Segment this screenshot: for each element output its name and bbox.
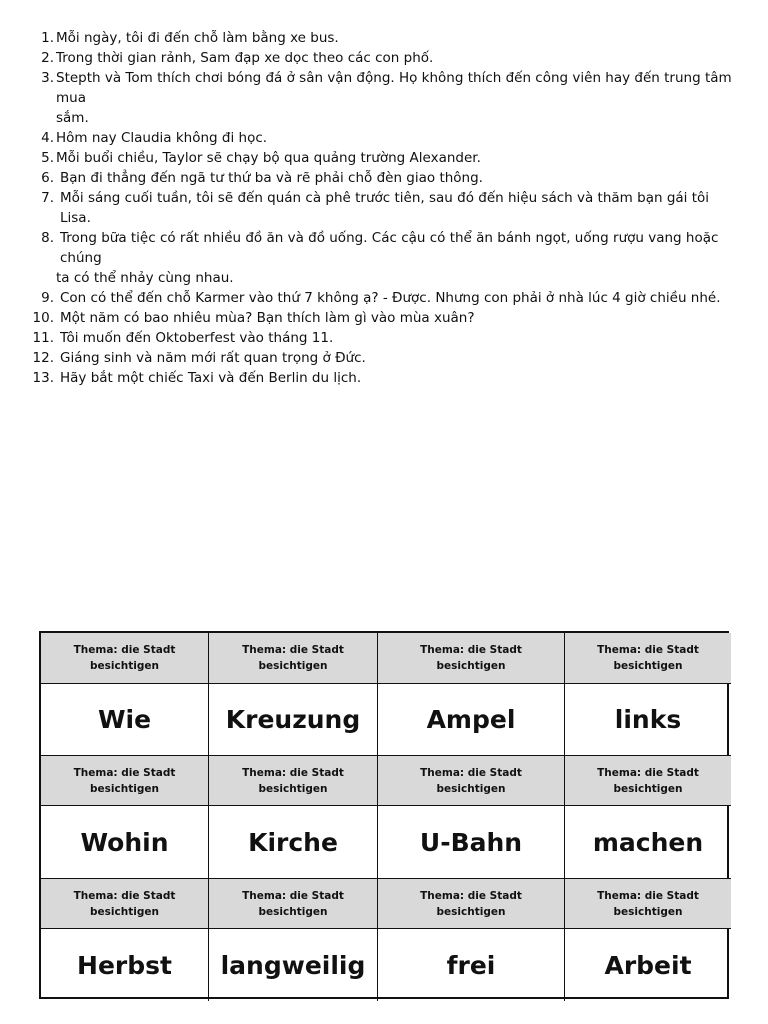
card-word: Wohin bbox=[41, 806, 209, 879]
sentence-number: 4. bbox=[41, 130, 54, 146]
sentence-number: 11. bbox=[32, 330, 54, 346]
card-word: Herbst bbox=[41, 929, 209, 1001]
sentence-list bbox=[0, 28, 768, 388]
sentence-item bbox=[0, 328, 768, 348]
sentence-item bbox=[0, 348, 768, 368]
card-word: links bbox=[565, 684, 731, 756]
card-word: langweilig bbox=[209, 929, 378, 1001]
card-word: U-Bahn bbox=[378, 806, 565, 879]
sentence-text: Giáng sinh và năm mới rất quan trọng ở Đức. bbox=[60, 350, 366, 366]
card-theme-label: Thema: die Stadt besichtigen bbox=[209, 756, 378, 806]
sentence-item bbox=[0, 228, 768, 288]
card-word: frei bbox=[378, 929, 565, 1001]
card-theme-label: Thema: die Stadt besichtigen bbox=[565, 756, 731, 806]
sentence-item bbox=[0, 308, 768, 328]
card-word: machen bbox=[565, 806, 731, 879]
card-theme-label: Thema: die Stadt besichtigen bbox=[209, 879, 378, 929]
sentence-text: Bạn đi thẳng đến ngã tư thứ ba và rẽ phải chỗ đèn giao thông. bbox=[60, 170, 483, 186]
sentence-continuation: ta có thể nhảy cùng nhau. bbox=[56, 270, 234, 286]
sentence-text: Trong bữa tiệc có rất nhiều đồ ăn và đồ uống. Các cậu có thể ăn bánh ngọt, uống rượu vang hoặc chúng bbox=[60, 230, 719, 266]
sentence-number: 5. bbox=[41, 150, 54, 166]
card-word: Kreuzung bbox=[209, 684, 378, 756]
sentence-text: Trong thời gian rảnh, Sam đạp xe dọc theo các con phố. bbox=[56, 50, 434, 66]
card-theme-label: Thema: die Stadt besichtigen bbox=[41, 756, 209, 806]
sentence-number: 2. bbox=[41, 50, 54, 66]
card-theme-label: Thema: die Stadt besichtigen bbox=[41, 633, 209, 684]
sentence-number: 1. bbox=[41, 30, 54, 46]
sentence-item bbox=[0, 188, 768, 228]
card-word: Kirche bbox=[209, 806, 378, 879]
sentence-text: Con có thể đến chỗ Karmer vào thứ 7 không ạ? - Được. Nhưng con phải ở nhà lúc 4 giờ chiều nhé. bbox=[60, 290, 721, 306]
card-theme-label: Thema: die Stadt besichtigen bbox=[209, 633, 378, 684]
vocabulary-card-grid bbox=[39, 631, 729, 999]
sentence-number: 3. bbox=[41, 70, 54, 86]
sentence-text: Stepth và Tom thích chơi bóng đá ở sân vận động. Họ không thích đến công viên hay đến trung tâm mua bbox=[56, 70, 732, 106]
card-theme-label: Thema: die Stadt besichtigen bbox=[378, 879, 565, 929]
sentence-item bbox=[0, 128, 768, 148]
sentence-item bbox=[0, 148, 768, 168]
sentence-continuation: sắm. bbox=[56, 110, 89, 126]
sentence-text: Tôi muốn đến Oktoberfest vào tháng 11. bbox=[60, 330, 334, 346]
sentence-number: 10. bbox=[32, 310, 54, 326]
sentence-item bbox=[0, 288, 768, 308]
card-theme-label: Thema: die Stadt besichtigen bbox=[41, 879, 209, 929]
sentence-text: Một năm có bao nhiêu mùa? Bạn thích làm gì vào mùa xuân? bbox=[60, 310, 475, 326]
sentence-text: Hãy bắt một chiếc Taxi và đến Berlin du lịch. bbox=[60, 370, 362, 386]
sentence-number: 8. bbox=[41, 230, 54, 246]
card-theme-label: Thema: die Stadt besichtigen bbox=[378, 633, 565, 684]
sentence-item bbox=[0, 68, 768, 128]
card-word: Ampel bbox=[378, 684, 565, 756]
sentence-number: 7. bbox=[41, 190, 54, 206]
card-theme-label: Thema: die Stadt besichtigen bbox=[565, 879, 731, 929]
sentence-number: 6. bbox=[41, 170, 54, 186]
sentence-text: Mỗi ngày, tôi đi đến chỗ làm bằng xe bus. bbox=[56, 30, 339, 46]
sentence-item bbox=[0, 28, 768, 48]
sentence-item bbox=[0, 368, 768, 388]
sentence-item bbox=[0, 168, 768, 188]
sentence-text: Mỗi sáng cuối tuần, tôi sẽ đến quán cà phê trước tiên, sau đó đến hiệu sách và thăm bạn gái tôi Lisa. bbox=[60, 190, 710, 226]
sentence-number: 9. bbox=[41, 290, 54, 306]
sentence-text: Hôm nay Claudia không đi học. bbox=[56, 130, 268, 146]
sentence-item bbox=[0, 48, 768, 68]
sentence-number: 12. bbox=[32, 350, 54, 366]
card-word: Arbeit bbox=[604, 950, 692, 980]
card-theme-label: Thema: die Stadt besichtigen bbox=[378, 756, 565, 806]
card-theme-label: Thema: die Stadt besichtigen bbox=[565, 633, 731, 684]
sentence-text: Mỗi buổi chiều, Taylor sẽ chạy bộ qua quảng trường Alexander. bbox=[56, 150, 481, 166]
card-word: Wie bbox=[41, 684, 209, 756]
sentence-number: 13. bbox=[32, 370, 54, 386]
